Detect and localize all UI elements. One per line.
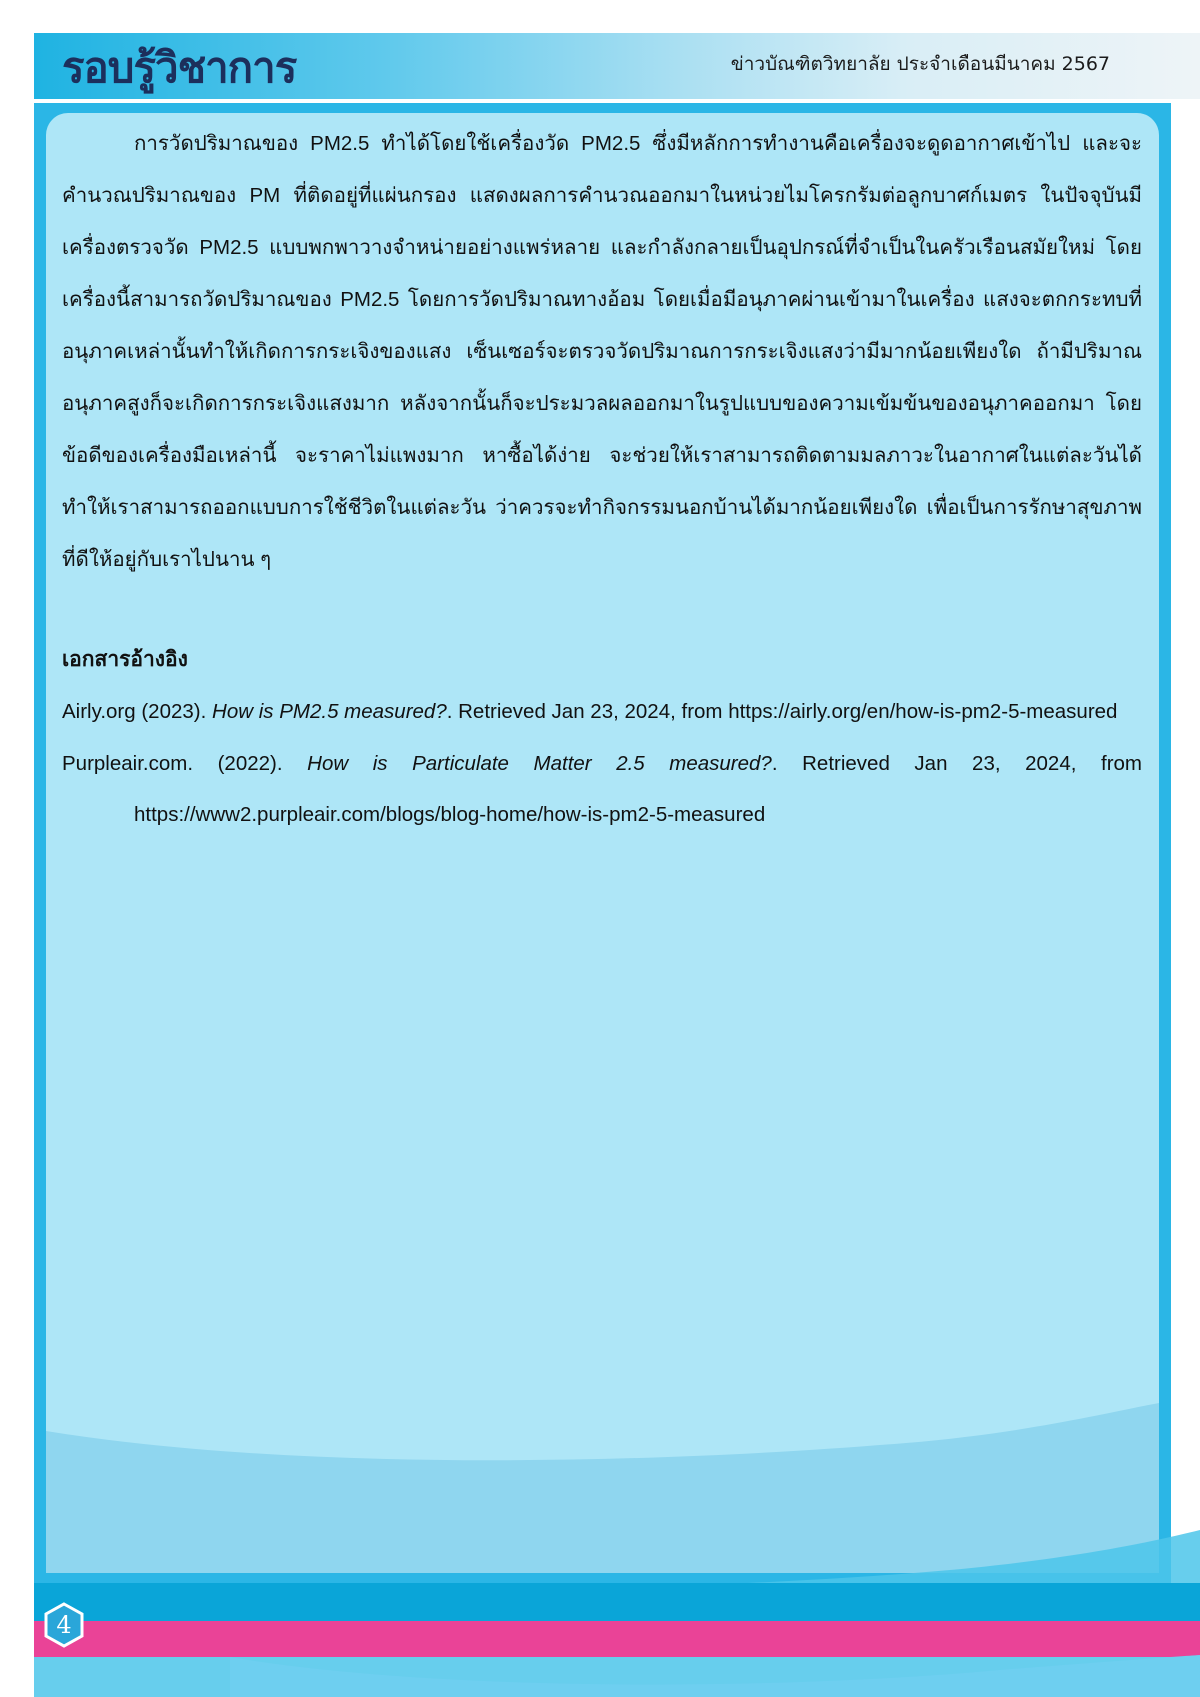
reference-title: How is Particulate Matter 2.5 measured? — [307, 751, 772, 775]
reference-retrieval: . Retrieved Jan 23, 2024, from https://www2.purpleair.com/blogs/blog-home/how-is-pm2-5-measured — [134, 751, 1142, 826]
article-paragraph: การวัดปริมาณของ PM2.5 ทำได้โดยใช้เครื่องวัด PM2.5 ซึ่งมีหลักการทำงานคือเครื่องจะดูดอากาศเข้าไป และจะคำนวณปริมาณของ PM ที่ติดอยู่ที่แผ่นกรอง แสดงผลการคำนวณออกมาในหน่วยไมโครกรัมต่อลูกบาศก์เมตร ในปัจจุบันมีเครื่องตรวจวัด PM2.5 แบบพกพาวางจำหน่ายอย่างแพร่หลาย และกำลังกลายเป็นอุปกรณ์ที่จำเป็นในครัวเรือนสมัยใหม่ โดยเครื่องนี้สามารถวัดปริมาณของ PM2.5 โดยการวัดปริมาณทางอ้อม โดยเมื่อมีอนุภาคผ่านเข้ามาในเครื่อง แสงจะตกกระทบที่อนุภาคเหล่านั้นทำให้เกิดการกระเจิงของแสง เซ็นเซอร์จะตรวจวัดปริมาณการกระเจิงแสงว่ามีมากน้อยเพียงใด ถ้ามีปริมาณอนุภาคสูงก็จะเกิดการกระเจิงแสงมาก หลังจากนั้นก็จะประมวลผลออกมาในรูปแบบของความเข้มข้นของอนุภาคออกมา โดยข้อดีของเครื่องมือเหล่านี้ จะราคาไม่แพงมาก หาซื้อได้ง่าย จะช่วยให้เราสามารถติดตามมลภาวะในอากาศในแต่ละวันได้ ทำให้เราสามารถออกแบบการใช้ชีวิตในแต่ละวัน ว่าควรจะทำกิจกรรมนอกบ้านได้มากน้อยเพียงใด เพื่อเป็นการรักษาสุขภาพที่ดีให้อยู่กับเราไปนาน ๆ — [62, 132, 1142, 571]
column-title: รอบรู้วิชาการ — [62, 43, 297, 92]
reference-title: How is PM2.5 measured? — [212, 700, 447, 723]
references-heading: เอกสารอ้างอิง — [62, 648, 188, 671]
reference-item — [62, 738, 1142, 841]
article — [62, 118, 1142, 841]
footer-band-blue — [34, 1583, 1200, 1621]
reference-item — [62, 686, 1142, 738]
page-number: 4 — [56, 1611, 72, 1639]
reference-retrieval: . Retrieved Jan 23, 2024, from https://airly.org/en/how-is-pm2-5-measured — [446, 700, 1118, 723]
reference-source: Purpleair.com. (2022). — [62, 751, 308, 775]
reference-source: Airly.org (2023). — [62, 700, 213, 723]
issue-label: ข่าวบัณฑิตวิทยาลัย ประจำเดือนมีนาคม 2567 — [730, 53, 1110, 75]
footer-band-pink — [34, 1621, 1200, 1657]
